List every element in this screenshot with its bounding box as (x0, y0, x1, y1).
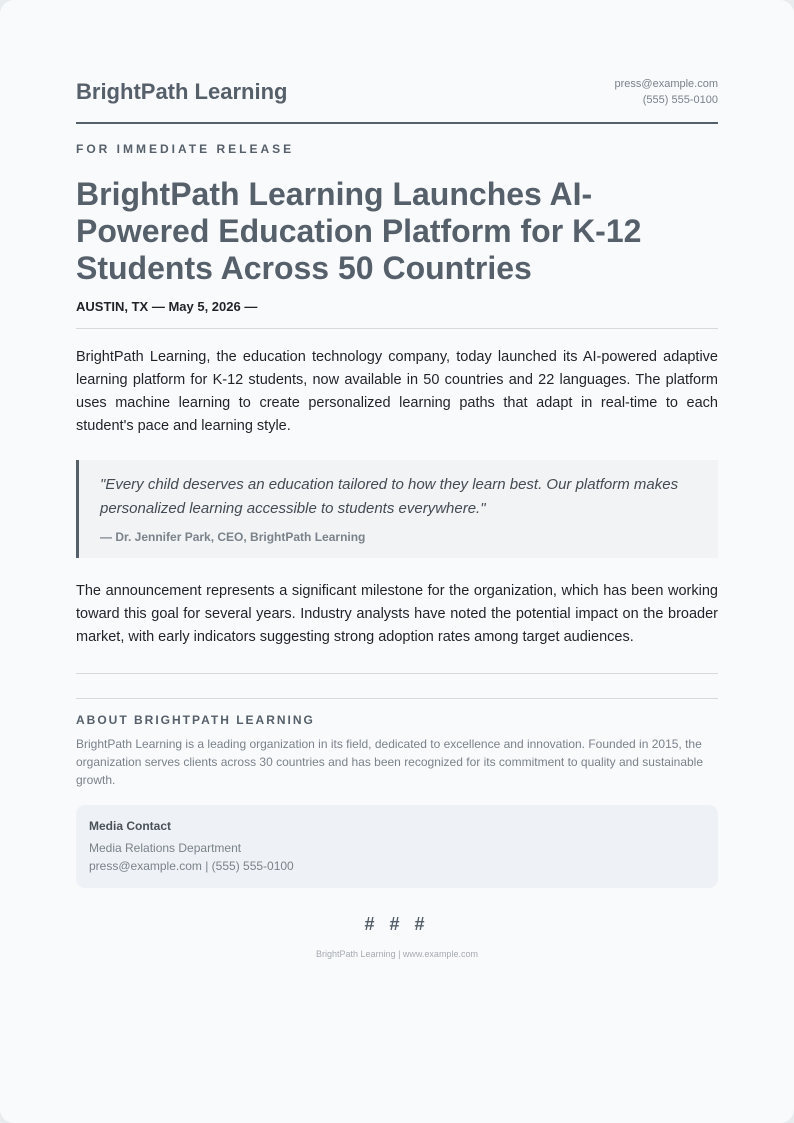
end-marks: # # # (364, 914, 430, 934)
quote-attribution: — Dr. Jennifer Park, CEO, BrightPath Learning (100, 530, 366, 544)
quote-text: "Every child deserves an education tailored to how they learn best. Our platform makes personalized learning accessible to students everywhere." (100, 476, 679, 517)
media-contact-box (76, 805, 718, 888)
release-label: FOR IMMEDIATE RELEASE (76, 142, 295, 156)
company-name: BrightPath Learning (76, 79, 288, 104)
about-heading: ABOUT BRIGHTPATH LEARNING (76, 713, 315, 727)
body-paragraph-1: BrightPath Learning, the education technology company, today launched its AI-powered adaptive learning platform for K-12 students, now available in 50 countries and 22 languages. The platform uses machine learning to create personalized learning paths that adapt in real-time to each student's pace and learning style. (76, 349, 718, 434)
dateline: AUSTIN, TX — May 5, 2026 — (76, 299, 718, 329)
section-divider (76, 673, 718, 674)
footer: BrightPath Learning | www.example.com (316, 949, 478, 959)
pull-quote (76, 460, 718, 558)
letterhead (76, 76, 718, 124)
about-text: BrightPath Learning is a leading organization in its field, dedicated to excellence and innovation. Founded in 2015, the organization serves clients across 30 countries and has been recognized for its commitment to quality and sustainable growth. (76, 737, 704, 787)
headline: BrightPath Learning Launches AI-Powered Education Platform for K-12 Students Across 50 Countries (76, 176, 642, 286)
about-section (76, 698, 718, 789)
body-paragraph-2: The announcement represents a significant milestone for the organization, which has been working toward this goal for several years. Industry analysts have noted the potential impact on the broader market, with early indicators suggesting strong adoption rates among target audiences. (76, 583, 718, 645)
media-contact-details: press@example.com | (555) 555-0100 (89, 859, 294, 873)
media-contact-title: Media Contact (89, 819, 172, 833)
header-email: press@example.com (614, 78, 718, 90)
header-contact (615, 76, 718, 108)
header-phone: (555) 555-0100 (642, 94, 718, 106)
media-contact-department: Media Relations Department (89, 841, 242, 855)
